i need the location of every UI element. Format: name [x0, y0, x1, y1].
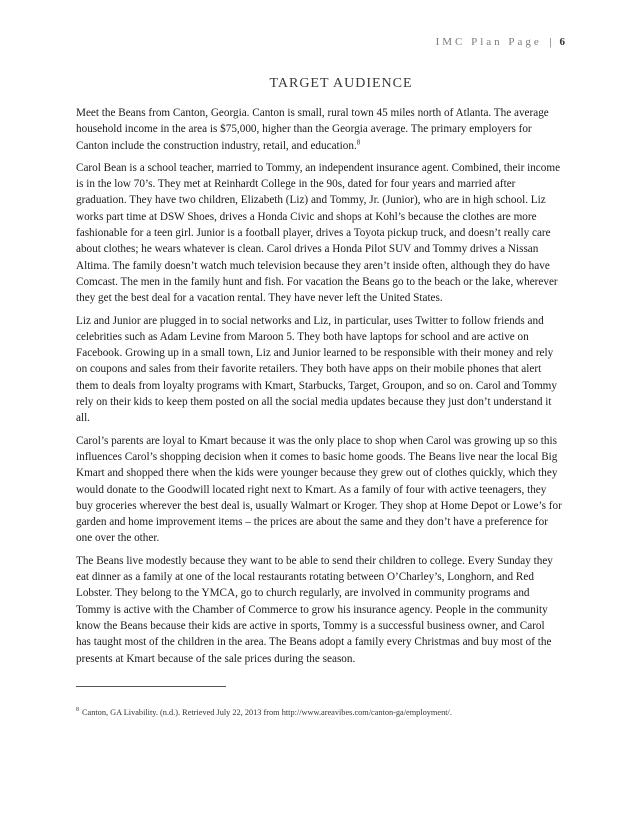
body-text [76, 105, 562, 673]
page-number: 6 [559, 36, 565, 48]
paragraph-social [76, 313, 562, 427]
footnote-marker: 8 [76, 707, 79, 714]
paragraph-social-text: Liz and Junior are plugged in to social networks and Liz, in particular, uses Twitter to follow friends and celebrities such as Adam Levine from Maroon 5. They both have laptops for school and are active on Facebook. Growing up in a small town, Liz and Junior learned to be responsible with their money and rely on coupons and sales from their favorite retailers. They both have apps on their mobile phones that alert them to deals from loyalty programs with Kmart, Starbucks, Target, Groupon, and so on. Carol and Tommy rely on their kids to keep them posted on all the social media updates because they just don’t understand it all. [76, 314, 557, 425]
header-separator: | [549, 36, 552, 48]
paragraph-lifestyle [76, 553, 562, 667]
paragraph-shopping [76, 433, 562, 547]
paragraph-intro [76, 105, 562, 154]
paragraph-intro-text: Meet the Beans from Canton, Georgia. Canton is small, rural town 45 miles north of Atlanta. The average household income in the area is $75,000, higher than the Georgia average. The primary employers for Canton include the construction industry, retail, and education. [76, 107, 549, 152]
section-title-text: TARGET AUDIENCE [269, 76, 413, 91]
page-header [436, 36, 565, 48]
footnote-reference[interactable]: 8 [356, 137, 361, 146]
footnote [76, 707, 562, 718]
paragraph-family [76, 160, 562, 307]
paragraph-lifestyle-text: The Beans live modestly because they want to be able to send their children to college. Every Sunday they eat dinner as a family at one of the local restaurants rotating between O’Charley’s, Longhorn, and Red Lobster. They belong to the YMCA, go to church regularly, are involved in community programs and Tommy is active with the Chamber of Commerce to grow his insurance agency. People in the community know the Beans because their kids are active in sports, Tommy is a successful business owner, and Carol has taught most of the children in the area. The Beans adopt a family every Christmas and buy most of the presents at Kmart because of the sale prices during the season. [76, 554, 553, 665]
footnote-text: Canton, GA Livability. (n.d.). Retrieved July 22, 2013 from http://www.areavibes.com/canton-ga/employment/. [82, 708, 452, 717]
header-label: IMC Plan Page [435, 36, 542, 48]
section-title [0, 76, 638, 92]
paragraph-family-text: Carol Bean is a school teacher, married to Tommy, an independent insurance agent. Combined, their income is in the low 70’s. They met at Reinhardt College in the 90s, dated for four years and married after graduation. They have two children, Elizabeth (Liz) and Tommy, Jr. (Junior), who are in high school. Liz works part time at DSW Shoes, drives a Honda Civic and shops at Kohl’s because the clothes are more fashionable for a teen girl. Junior is a football player, drives a Toyota pickup truck, and doesn’t really care about clothes; he wears whatever is clean. Carol drives a Honda Pilot SUV and Tommy drives a Nissan Altima. The family doesn’t watch much television because they aren’t inside often, although they do have Comcast. The men in the family hunt and fish. For vacation the Beans go to the beach or the lake, wherever they get the best deal for a vacation rental. They have never left the United States. [76, 161, 561, 305]
footnote-divider [76, 686, 226, 687]
paragraph-shopping-text: Carol’s parents are loyal to Kmart because it was the only place to shop when Carol was growing up so this influences Carol’s shopping decision when it comes to basic home goods. The Beans live near the local Big Kmart and shopped there when the kids were younger because they grew out of clothes quickly, which they would donate to the Goodwill located right next to Kmart. As a family of four with active teenagers, they buy groceries wherever the best deal is, usually Walmart or Kroger. They shop at Home Depot or Lowe’s for garden and home improvement items – the prices are about the same and they don’t have a preference for one over the other. [76, 434, 562, 545]
